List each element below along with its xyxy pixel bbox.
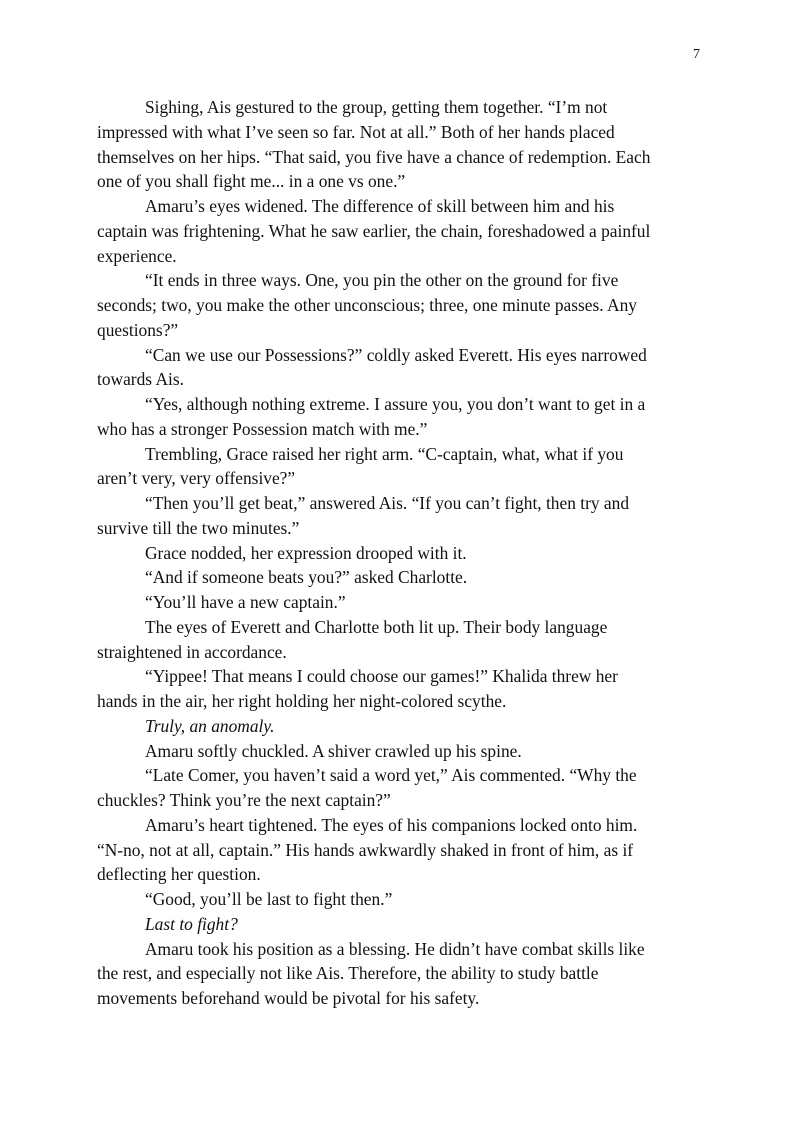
text-line: The eyes of Everett and Charlotte both lit up. Their body language: [145, 616, 608, 637]
text-line: Amaru took his position as a blessing. He didn’t have combat skills like: [145, 938, 645, 959]
paragraph: [97, 194, 709, 268]
text-line: Amaru’s eyes widened. The difference of skill between him and his: [145, 196, 615, 216]
text-line: “Then you’ll get beat,” answered Ais. “If you can’t fight, then try and: [145, 493, 630, 513]
paragraph: [97, 442, 709, 492]
text-line: aren’t very, very offensive?”: [97, 468, 296, 489]
text-line: questions?”: [97, 319, 179, 340]
text-line: Sighing, Ais gestured to the group, getting them together. “I’m not: [145, 97, 608, 117]
paragraph: [97, 343, 709, 393]
paragraph: [97, 937, 709, 1011]
paragraph: [97, 739, 709, 764]
paragraph: [97, 664, 709, 714]
text-line: “N-no, not at all, captain.” His hands awkwardly shaked in front of him, as if: [97, 839, 634, 860]
text-line: captain was frightening. What he saw earlier, the chain, foreshadowed a painful: [97, 220, 651, 241]
text-line: impressed with what I’ve seen so far. Not at all.” Both of her hands placed: [97, 121, 615, 142]
text-line: “Can we use our Possessions?” coldly asked Everett. His eyes narrowed: [145, 344, 647, 365]
body-text: [97, 95, 709, 1011]
paragraph: [97, 491, 709, 541]
text-line: Trembling, Grace raised her right arm. “C-captain, what, what if you: [145, 443, 624, 464]
paragraph: [97, 887, 709, 912]
text-line: towards Ais.: [97, 369, 184, 390]
text-line: “It ends in three ways. One, you pin the other on the ground for five: [145, 270, 619, 291]
text-line: experience.: [97, 245, 177, 266]
italic-thought-paragraph: [97, 912, 709, 937]
text-line: movements beforehand would be pivotal for his safety.: [97, 988, 480, 1008]
paragraph: [97, 813, 709, 887]
text-line: Last to fight?: [145, 913, 238, 934]
text-line: Grace nodded, her expression drooped with it.: [145, 542, 467, 563]
text-line: the rest, and especially not like Ais. Therefore, the ability to study battle: [97, 963, 599, 984]
paragraph: [97, 590, 709, 615]
paragraph: [97, 95, 709, 194]
text-line: themselves on her hips. “That said, you five have a chance of redemption. Each: [97, 146, 651, 167]
text-line: Amaru’s heart tightened. The eyes of his companions locked onto him.: [145, 814, 638, 835]
paragraph: [97, 541, 709, 566]
text-line: chuckles? Think you’re the next captain?”: [97, 790, 391, 810]
text-line: “You’ll have a new captain.”: [145, 592, 346, 612]
text-line: Amaru softly chuckled. A shiver crawled up his spine.: [145, 740, 522, 761]
text-line: who has a stronger Possession match with me.”: [97, 418, 428, 439]
text-line: “Yes, although nothing extreme. I assure you, you don’t want to get in a: [145, 394, 646, 414]
text-line: survive till the two minutes.”: [97, 517, 300, 538]
text-line: “Yippee! That means I could choose our games!” Khalida threw her: [145, 666, 618, 687]
paragraph: [97, 565, 709, 590]
paragraph: [97, 268, 709, 342]
paragraph: [97, 763, 709, 813]
text-line: straightened in accordance.: [97, 641, 287, 662]
text-line: “And if someone beats you?” asked Charlotte.: [145, 567, 468, 588]
text-line: “Late Comer, you haven’t said a word yet,” Ais commented. “Why the: [145, 765, 637, 786]
text-line: one of you shall fight me... in a one vs one.”: [97, 171, 406, 192]
italic-thought-paragraph: [97, 714, 709, 739]
text-line: hands in the air, her right holding her night-colored scythe.: [97, 691, 507, 711]
text-line: deflecting her question.: [97, 864, 261, 885]
paragraph: [97, 392, 709, 442]
text-line: “Good, you’ll be last to fight then.”: [145, 889, 393, 909]
page-number: 7: [693, 47, 700, 62]
text-line: Truly, an anomaly.: [145, 715, 275, 736]
paragraph: [97, 615, 709, 665]
text-line: seconds; two, you make the other unconscious; three, one minute passes. Any: [97, 295, 637, 315]
